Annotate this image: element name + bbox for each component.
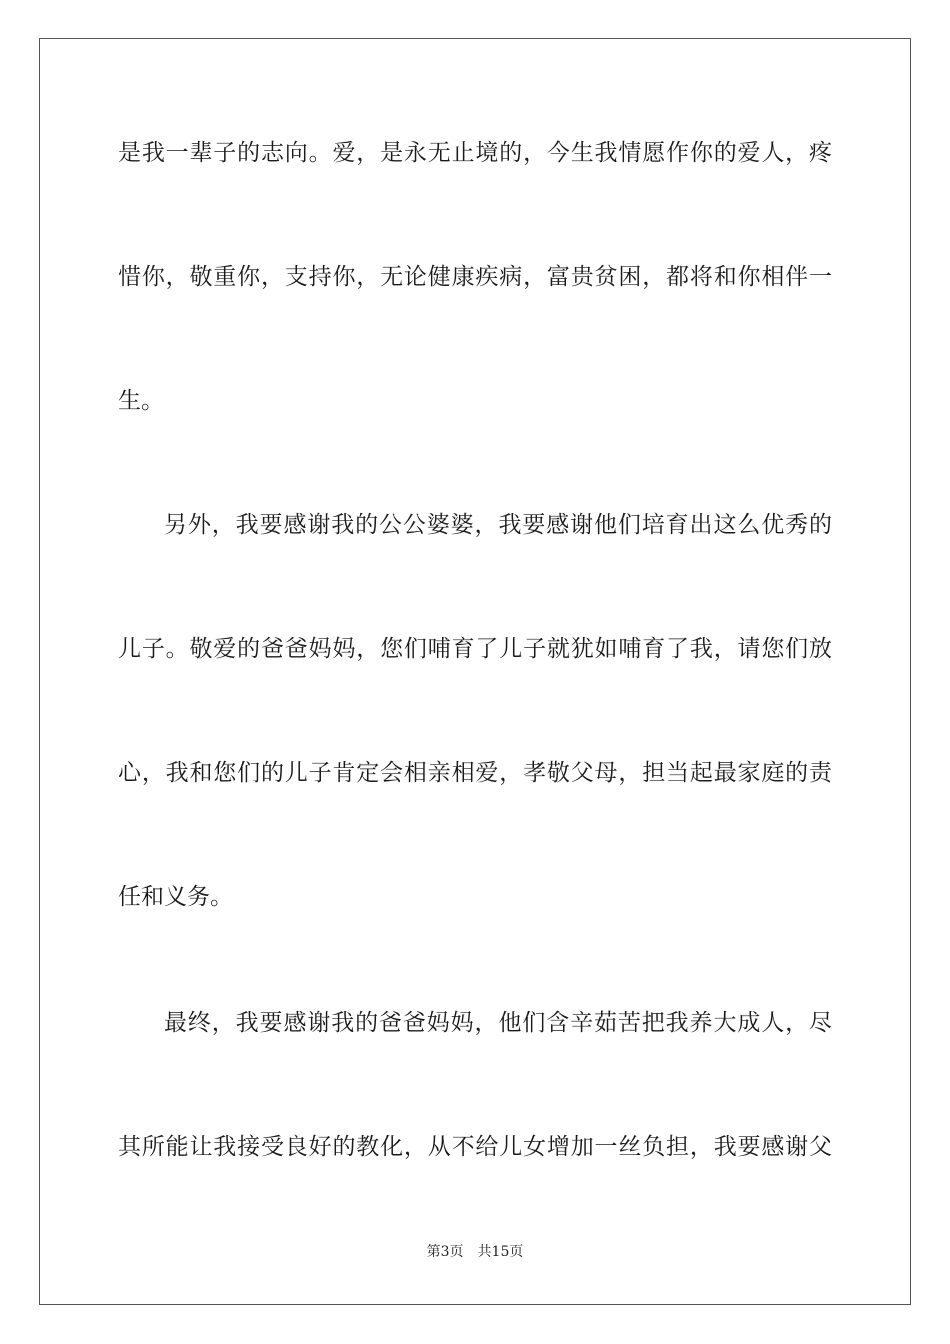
paragraph-line: 心，我和您们的儿子肯定会相亲相爱，孝敬父母，担当起最家庭的责 — [118, 760, 832, 786]
paragraph-line: 任和义务。 — [118, 884, 233, 910]
paragraph-line: 是我一辈子的志向。爱，是永无止境的，今生我情愿作你的爱人，疼 — [118, 140, 832, 166]
paragraph-line: 生。 — [118, 388, 164, 414]
paragraph-line: 其所能让我接受良好的教化，从不给儿女增加一丝负担，我要感谢父 — [118, 1134, 832, 1160]
page-total: 共15页 — [477, 1244, 524, 1260]
paragraph-line: 儿子。敬爱的爸爸妈妈，您们哺育了儿子就犹如哺育了我，请您们放 — [118, 636, 832, 662]
paragraph-line: 最终，我要感谢我的爸爸妈妈，他们含辛茹苦把我养大成人，尽 — [164, 1010, 832, 1036]
page-footer — [0, 1242, 950, 1262]
page-frame — [39, 38, 911, 1305]
paragraph-line: 惜你，敬重你，支持你，无论健康疾病，富贵贫困，都将和你相伴一 — [118, 264, 832, 290]
paragraph-line: 另外，我要感谢我的公公婆婆，我要感谢他们培育出这么优秀的 — [164, 512, 832, 538]
page-number: 第3页 — [426, 1244, 464, 1260]
